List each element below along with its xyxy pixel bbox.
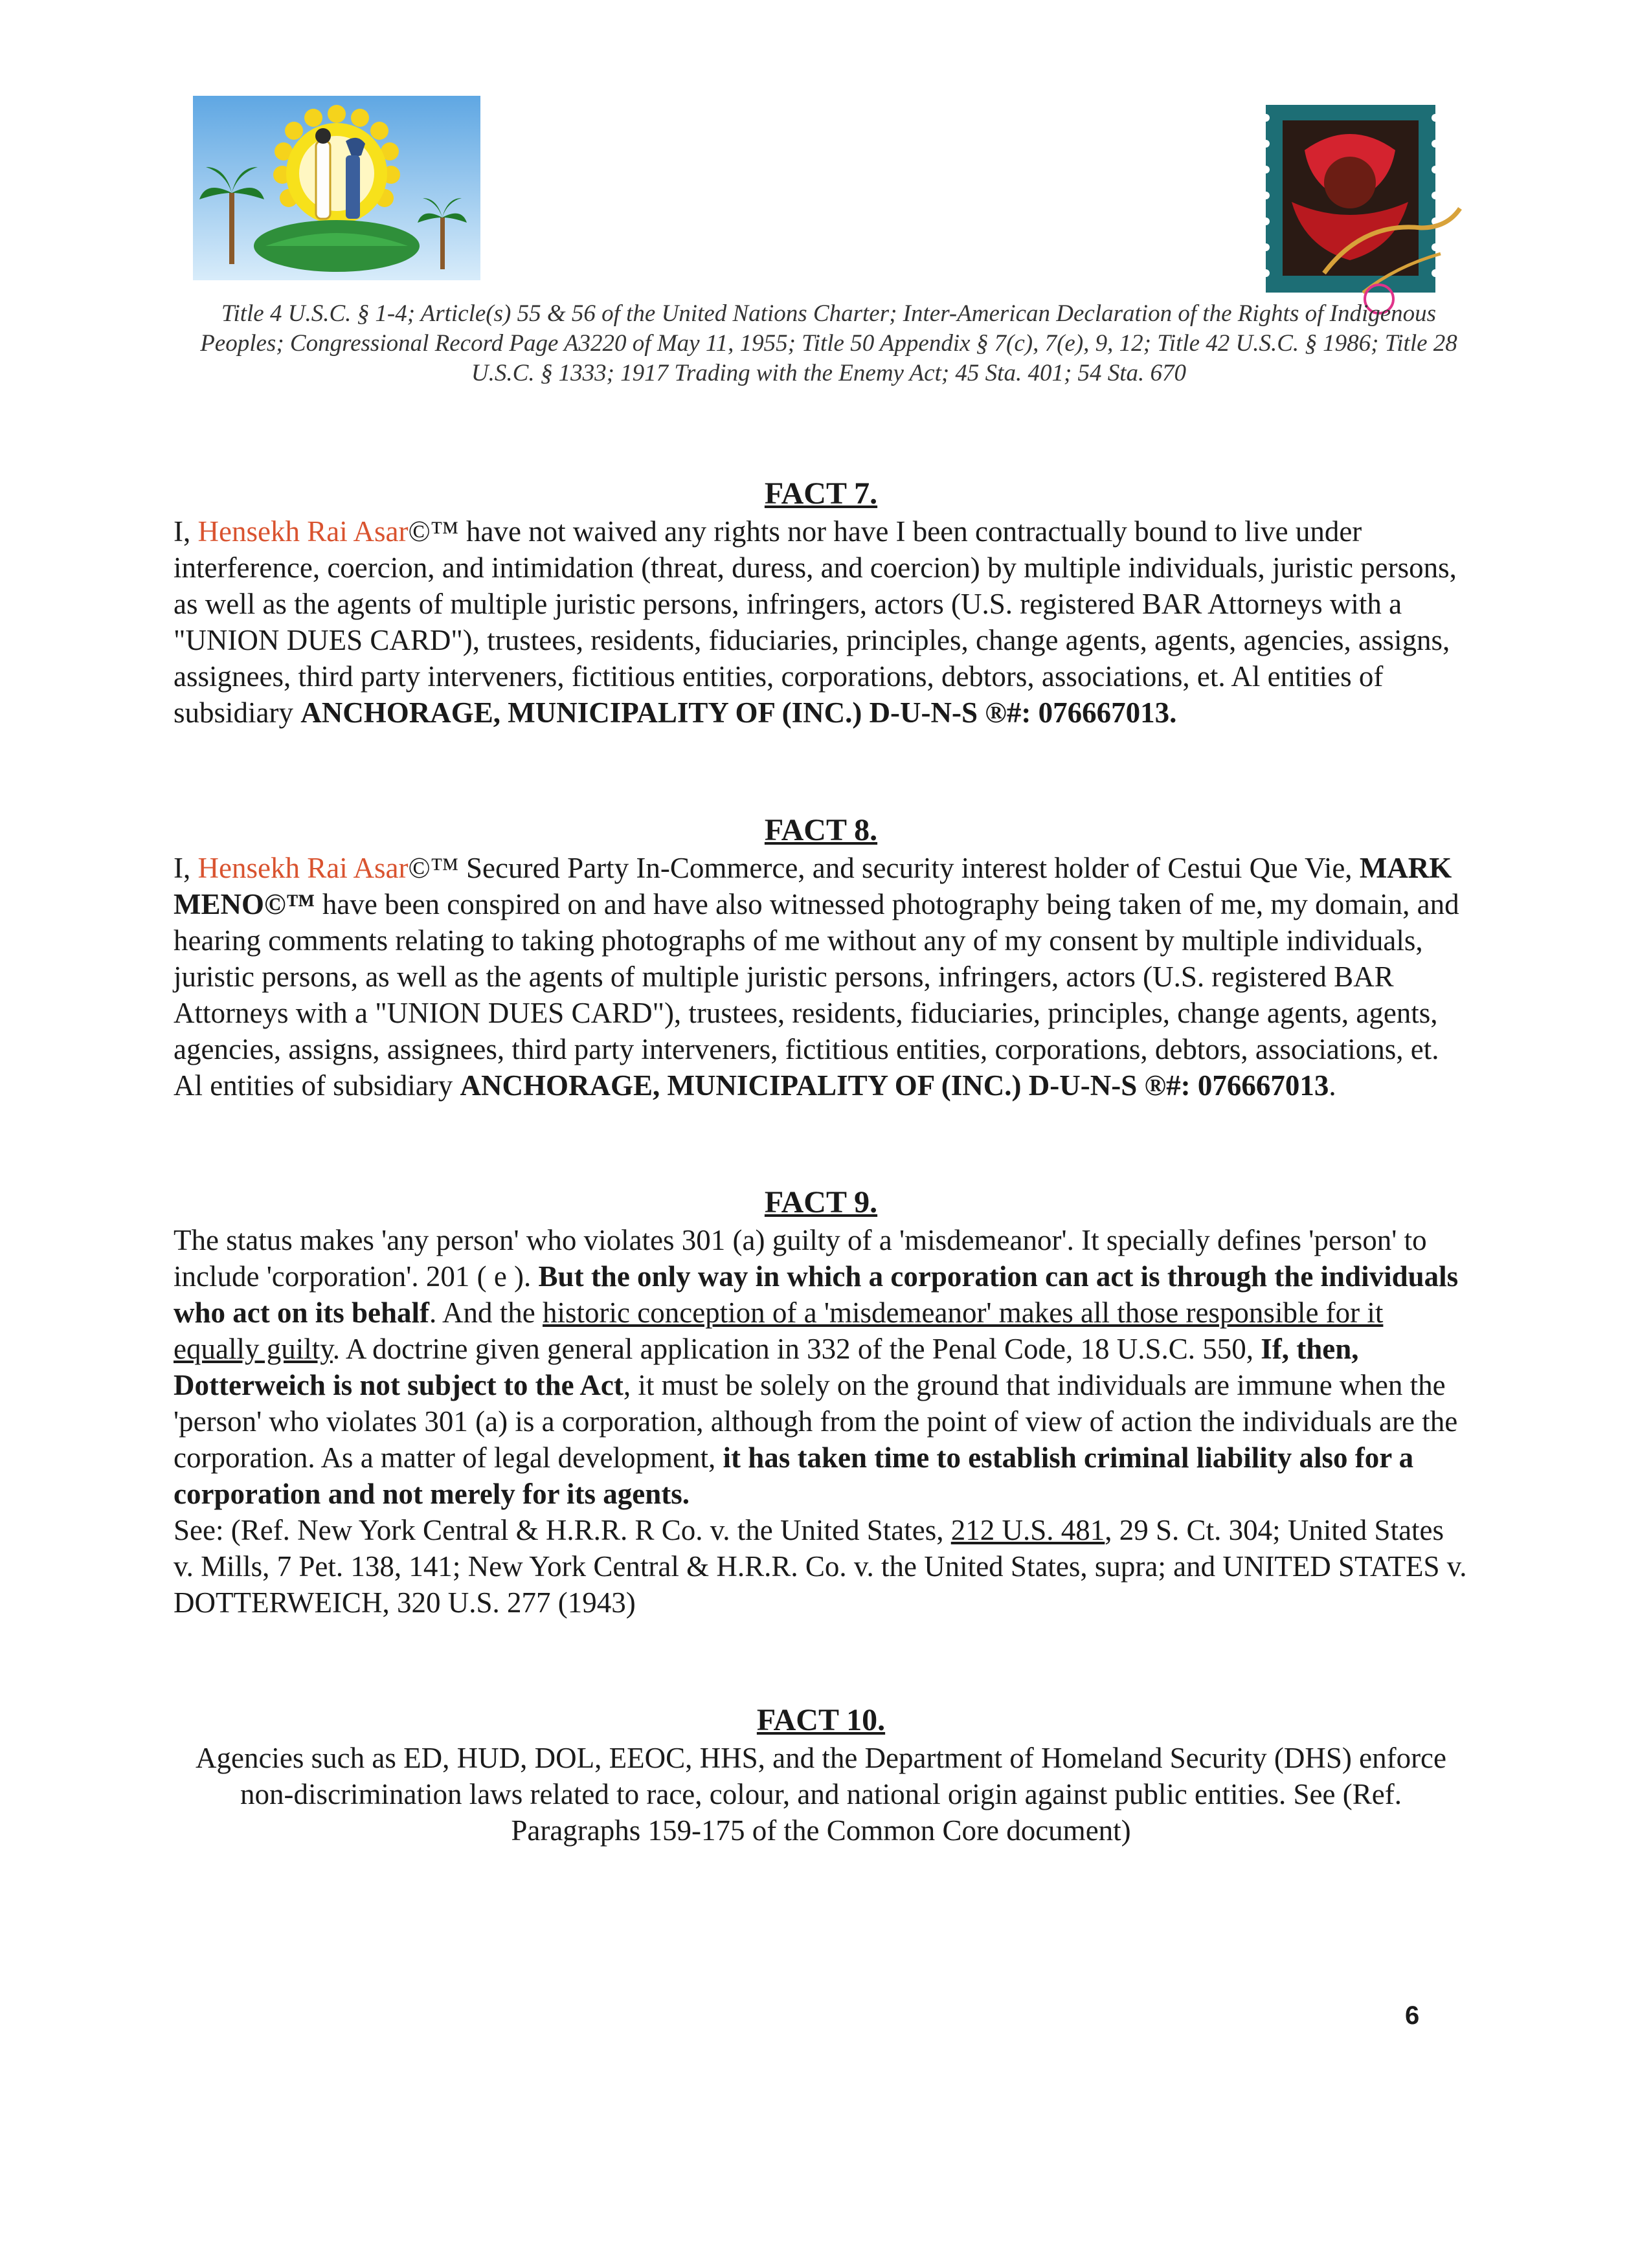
fact-10-section bbox=[174, 1702, 1468, 1849]
fact-9-bold-1: But the only way in which a corporation can act is through the individuals who act on its behalf bbox=[174, 1260, 1459, 1329]
fact-9-text-2: . And the bbox=[429, 1296, 543, 1329]
fact-9-references bbox=[174, 1512, 1468, 1621]
fact-7-body bbox=[174, 513, 1468, 731]
legal-citation: Title 4 U.S.C. § 1-4; Article(s) 55 & 56 of the United Nations Charter; Inter-American Declaration of the Rights of Indigenous Peoples; Congressional Record Page A3220 of May 11, 1955; Title 50 Appendix § 7(c), 7(e), 9, 12; Title 42 U.S.C. § 1986; Title 28 U.S.C. § 1333; 1917 Trading with the Enemy Act; 45 Sta. 401; 54 Sta. 670 bbox=[200, 300, 1457, 386]
fact-9-bold-2: If, then, Dotterweich is not subject to the Act bbox=[174, 1333, 1359, 1401]
fact-9-section bbox=[174, 1184, 1468, 1621]
page-number: 6 bbox=[1405, 2001, 1420, 2030]
fact-9-body bbox=[174, 1222, 1468, 1512]
fact-8-bold-name: MARK MENO©™ bbox=[174, 852, 1452, 920]
fact-8-body bbox=[174, 850, 1468, 1104]
fact-9-underline-1: historic conception of a 'misdemeanor' makes all those responsible for it equally guilty bbox=[174, 1296, 1384, 1365]
flag-logo bbox=[193, 96, 480, 280]
fact-8-entity: ANCHORAGE, MUNICIPALITY OF (INC.) D-U-N-S ®#: 076667013 bbox=[460, 1069, 1329, 1102]
fact-7-text: have not waived any rights nor have I been contractually bound to live under interference, coercion, and intimidation (threat, duress, and coercion) by multiple individuals, juristic persons, as well as the agents of multiple juristic persons, infringers, actors (U.S. registered BAR Attorneys with a "UNION DUES CARD"), trustees, residents, fiduciaries, principles, change agents, agents, agencies, assigns, assignees, third party interveners, fictitious entities, corporations, debtors, associations, et. Al entities of subsidiary bbox=[174, 515, 1457, 729]
fact-8-mark: ©™ bbox=[408, 852, 459, 884]
fact-10-heading: FACT 10. bbox=[756, 1703, 886, 1737]
fact-8-heading: FACT 8. bbox=[764, 813, 878, 847]
fact-9-see-2: , 29 S. Ct. 304; United States v. Mills, 7 Pet. 138, 141; New York Central & H.R.R. Co. v. the United States, supra; and UNITED STATES v. DOTTERWEICH, 320 U.S. 277 (1943) bbox=[174, 1514, 1467, 1619]
fact-7-section bbox=[174, 476, 1468, 731]
fact-9-bold-3: it has taken time to establish criminal liability also for a corporation and not merely for its agents. bbox=[174, 1441, 1414, 1510]
fact-8-name: Hensekh Rai Asar bbox=[197, 852, 409, 884]
fact-9-see-1: See: (Ref. New York Central & H.R.R. R Co. v. the United States, bbox=[174, 1514, 951, 1546]
fact-7-intro: I, bbox=[174, 515, 198, 548]
fact-7-name: Hensekh Rai Asar bbox=[197, 515, 409, 548]
fact-9-see-underline: 212 U.S. 481 bbox=[950, 1514, 1105, 1546]
fact-8-end: . bbox=[1329, 1069, 1336, 1102]
fact-9-text-4: , it must be solely on the ground that individuals are immune when the 'person' who violates 301 (a) is a corporation, although from the point of view of action the individuals are the corporation. As a matter of legal development, bbox=[174, 1369, 1458, 1474]
fact-7-entity: ANCHORAGE, MUNICIPALITY OF (INC.) D-U-N-S ®#: 076667013. bbox=[300, 696, 1177, 729]
fact-9-heading: FACT 9. bbox=[764, 1185, 878, 1219]
fact-8-text-2: have been conspired on and have also witnessed photography being taken of me, my domain, and hearing comments relating to taking photographs of me without any of my consent by multiple individuals, juristic persons, as well as the agents of multiple juristic persons, infringers, actors (U.S. registered BAR Attorneys with a "UNION DUES CARD"), trustees, residents, fiduciaries, principles, change agents, agents, agencies, assigns, assignees, third party interveners, fictitious entities, corporations, debtors, associations, et. Al entities of subsidiary bbox=[174, 888, 1459, 1102]
fact-8-intro: I, bbox=[174, 852, 198, 884]
fact-9-text-3: . A doctrine given general application in 332 of the Penal Code, 18 U.S.C. 550, bbox=[332, 1333, 1261, 1365]
fact-9-text-1: The status makes 'any person' who violates 301 (a) guilty of a 'misdemeanor'. It specially defines 'person' to include 'corporation'. 201 ( e ). bbox=[174, 1224, 1427, 1293]
fact-8-section bbox=[174, 812, 1468, 1104]
stamp-seal bbox=[1266, 105, 1479, 328]
fact-7-mark: ©™ bbox=[408, 515, 459, 548]
fact-7-heading: FACT 7. bbox=[764, 476, 878, 511]
fact-8-text-1: Secured Party In-Commerce, and security interest holder of Cestui Que Vie, bbox=[458, 852, 1360, 884]
fact-10-body: Agencies such as ED, HUD, DOL, EEOC, HHS, and the Department of Homeland Security (DHS) enforce non-discrimination laws related to race, colour, and national origin against public entities. See (Ref. Paragraphs 159-175 of the Common Core document) bbox=[195, 1742, 1446, 1847]
